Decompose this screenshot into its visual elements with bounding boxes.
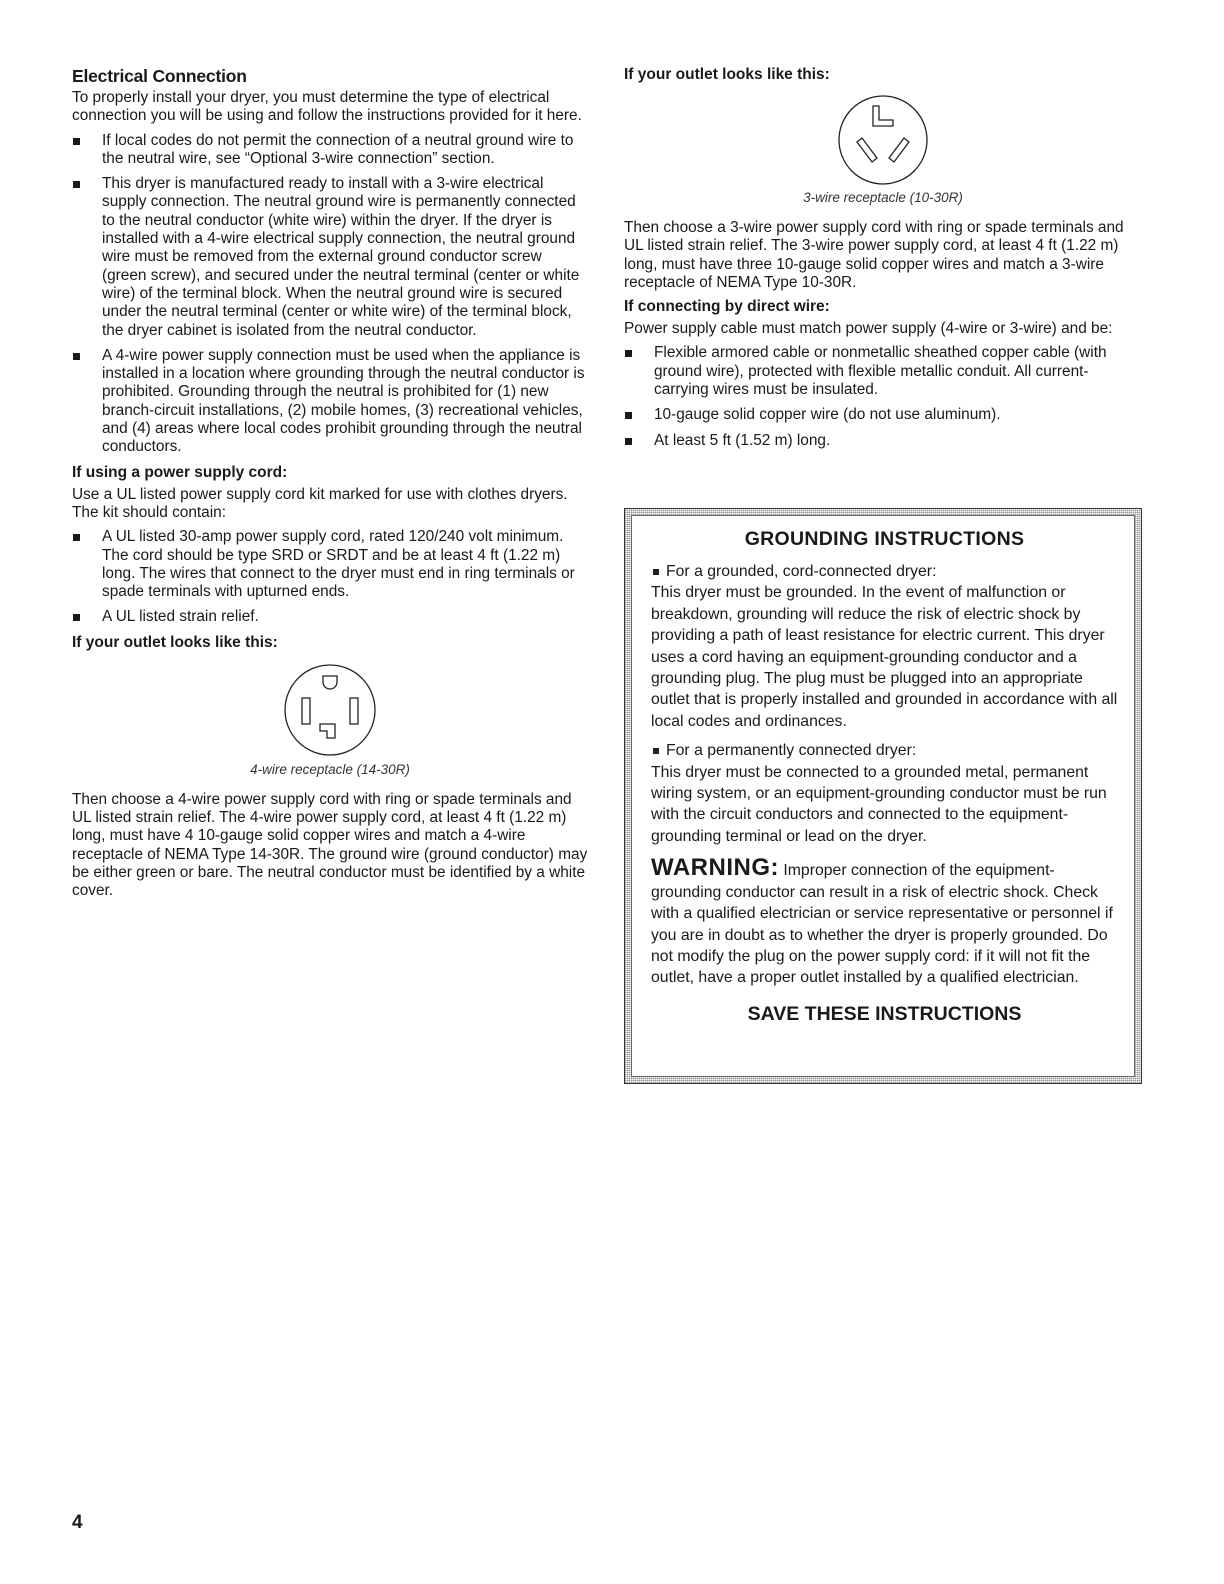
grounding-inner xyxy=(631,515,1135,1077)
list-item: 10-gauge solid copper wire (do not use aluminum). xyxy=(624,406,1142,424)
save-instructions: SAVE THESE INSTRUCTIONS xyxy=(747,1002,1022,1025)
warning-paragraph xyxy=(651,854,1118,988)
intro-paragraph: To properly install your dryer, you must determine the type of electrical connection you will be using and follow the instructions provided for it here. xyxy=(72,89,582,125)
after-4wire-paragraph: Then choose a 4-wire power supply cord with ring or spade terminals and UL listed strain relief. The 4-wire power supply cord, at least 4 ft (1.22 m) long, must have 4 10-gauge solid copper wires and match a 4-wire receptacle of NEMA Type 14-30R. The ground wire (ground conductor) may be either green or bare. The neutral conductor must be identified by a white cover. xyxy=(72,790,588,900)
after-3wire-paragraph: Then choose a 3-wire power supply cord with ring or spade terminals and UL listed strain relief. The 3-wire power supply cord, at least 4 ft (1.22 m) long, must have three 10-gauge solid copper wires and match a 3-wire receptacle of NEMA Type 10-30R. xyxy=(624,219,1124,291)
list-item: If local codes do not permit the connection of a neutral ground wire to the neutral wire, see “Optional 3-wire connection” section. xyxy=(72,132,588,169)
list-item: A UL listed 30-amp power supply cord, rated 120/240 volt minimum. The cord should be type SRD or SRDT and be at least 4 ft (1.22 m) long. The wires that connect to the dryer must end in ring terminals or spade terminals with upturned ends. xyxy=(72,528,588,601)
warning-label: WARNING: xyxy=(651,854,779,882)
3-wire-receptacle-icon xyxy=(835,92,931,188)
grounding-title: GROUNDING INSTRUCTIONS xyxy=(744,528,1025,550)
cord-bullets xyxy=(72,528,588,626)
outlet-heading-3wire: If your outlet looks like this: xyxy=(624,66,830,83)
permanent-text: This dryer must be connected to a grounded metal, permanent wiring system, or an equipment-grounding conductor must be run with the circuit conductors and connected to the equipment-grounding terminal or lead on the dryer. xyxy=(651,763,1107,845)
list-item: Flexible armored cable or nonmetallic sheathed copper cable (with ground wire), protected with flexible metallic conduit. All current-carrying wires must be insulated. xyxy=(624,344,1142,399)
figure-4wire xyxy=(72,660,588,777)
direct-intro: Power supply cable must match power supply (4-wire or 3-wire) and be: xyxy=(624,320,1113,338)
caption-3wire: 3-wire receptacle (10-30R) xyxy=(803,190,963,205)
caption-4wire: 4-wire receptacle (14-30R) xyxy=(250,761,410,777)
left-column xyxy=(72,66,588,901)
figure-3wire xyxy=(624,92,1142,205)
section-heading: Electrical Connection xyxy=(72,66,247,86)
list-item: At least 5 ft (1.52 m) long. xyxy=(624,432,1142,450)
grounding-instructions-box xyxy=(624,508,1142,1084)
outlet-heading-4wire: If your outlet looks like this: xyxy=(72,633,278,651)
cord-intro: Use a UL listed power supply cord kit marked for use with clothes dryers. The kit should contain: xyxy=(72,485,568,521)
cord-connected-text: This dryer must be grounded. In the event of malfunction or breakdown, grounding will reduce the risk of electric shock by providing a path of least resistance for electric current. This dryer uses a cord having an equipment-grounding conductor and a grounding plug. The plug must be plugged into an appropriate outlet that is properly installed and grounded in accordance with all local codes and ordinances. xyxy=(651,584,1118,730)
connection-bullets xyxy=(72,132,588,457)
cord-connected-bullet: For a grounded, cord-connected dryer: xyxy=(651,561,1118,582)
direct-wire-heading: If connecting by direct wire: xyxy=(624,298,830,316)
4-wire-receptacle-icon xyxy=(280,660,380,760)
list-item: A 4-wire power supply connection must be used when the appliance is installed in a location where grounding through the neutral conductor is prohibited. Grounding through the neutral is prohibited for (1) new branch-circuit installations, (2) mobile homes, (3) recreational vehicles, and (4) areas where local codes prohibit grounding through the neutral conductors. xyxy=(72,347,588,457)
direct-bullets xyxy=(624,344,1142,449)
list-item: A UL listed strain relief. xyxy=(72,608,588,626)
page-number: 4 xyxy=(72,1512,83,1533)
permanent-bullet: For a permanently connected dryer: xyxy=(651,740,1118,761)
warning-text: Improper connection of the equipment-grounding conductor can result in a risk of electric shock. Check with a qualified electrician or service representative or personnel if you are in doubt as to whether the dryer is properly grounded. Do not modify the plug on the power supply cord: if it will not fit the outlet, have a proper outlet installed by a qualified electrician. xyxy=(651,862,1113,987)
right-column xyxy=(624,66,1142,457)
list-item: This dryer is manufactured ready to install with a 3-wire electrical supply connection. The neutral ground wire is permanently connected to the neutral conductor (white wire) within the dryer. If the dryer is installed with a 4-wire electrical supply connection, the neutral ground wire must be removed from the external ground conductor screw (green screw), and secured under the neutral terminal (center or white wire) of the terminal block. When the neutral ground wire is secured under the neutral terminal (center or white wire) of the terminal block, the dryer cabinet is isolated from the neutral conductor. xyxy=(72,175,588,340)
cord-heading: If using a power supply cord: xyxy=(72,463,288,481)
